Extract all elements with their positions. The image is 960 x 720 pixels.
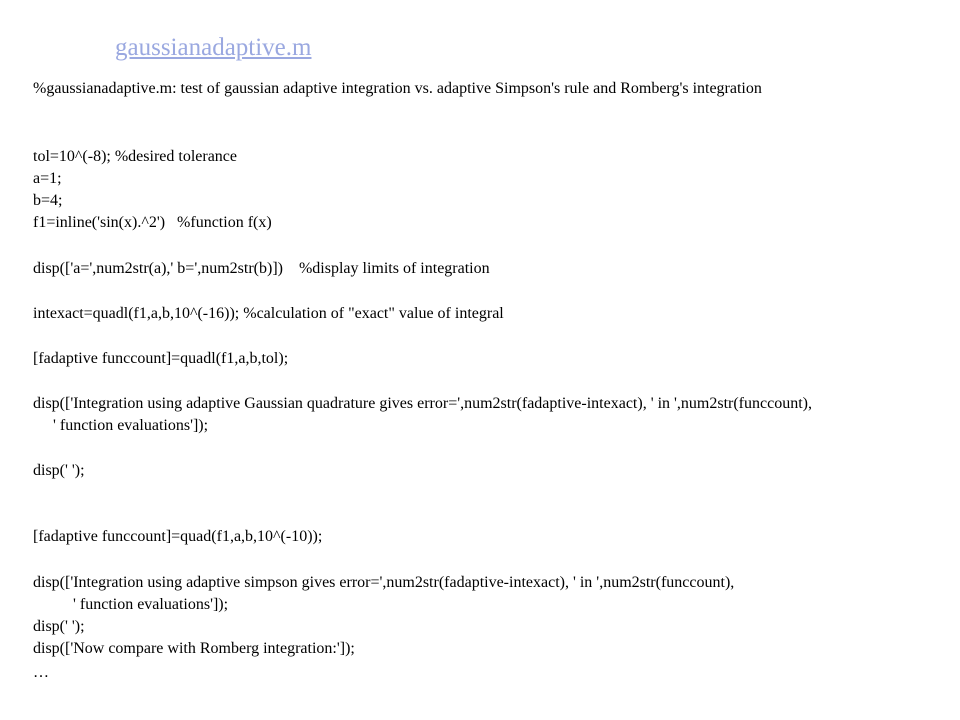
disp-gauss-line-1: disp(['Integration using adaptive Gaussian quadrature gives error=',num2str(fadaptive-intexact), ' in ',num2str(funccount), (33, 395, 812, 412)
tol-line: tol=10^(-8); %desired tolerance (33, 148, 238, 165)
intexact-line: intexact=quadl(f1,a,b,10^(-16)); %calculation of "exact" value of integral (33, 305, 504, 322)
disp-limits-line: disp(['a=',num2str(a),' b=',num2str(b)]) %display limits of integration (33, 260, 490, 277)
b-assignment-line: b=4; (33, 192, 63, 209)
a-assignment-line: a=1; (33, 170, 62, 187)
ellipsis-line: … (33, 664, 49, 681)
header-comment-line: %gaussianadaptive.m: test of gaussian adaptive integration vs. adaptive Simpson's rule and Romberg's integration (33, 80, 762, 97)
disp-simpson-line-2: ' function evaluations']); (33, 596, 229, 613)
disp-simpson-line-1: disp(['Integration using adaptive simpson gives error=',num2str(fadaptive-intexact), ' in ',num2str(funccount), (33, 574, 735, 591)
disp-blank-line-1: disp(' '); (33, 462, 85, 479)
disp-romberg-line: disp(['Now compare with Romberg integration:']); (33, 640, 355, 657)
disp-blank-line-2: disp(' '); (33, 618, 85, 635)
slide-title-link[interactable]: gaussianadaptive.m (115, 34, 312, 61)
disp-gauss-line-2: ' function evaluations']); (33, 417, 209, 434)
f1-definition-line: f1=inline('sin(x).^2') %function f(x) (33, 214, 272, 231)
quadl-call-line: [fadaptive funccount]=quadl(f1,a,b,tol); (33, 350, 289, 367)
quad-call-line: [fadaptive funccount]=quad(f1,a,b,10^(-10)); (33, 528, 323, 545)
